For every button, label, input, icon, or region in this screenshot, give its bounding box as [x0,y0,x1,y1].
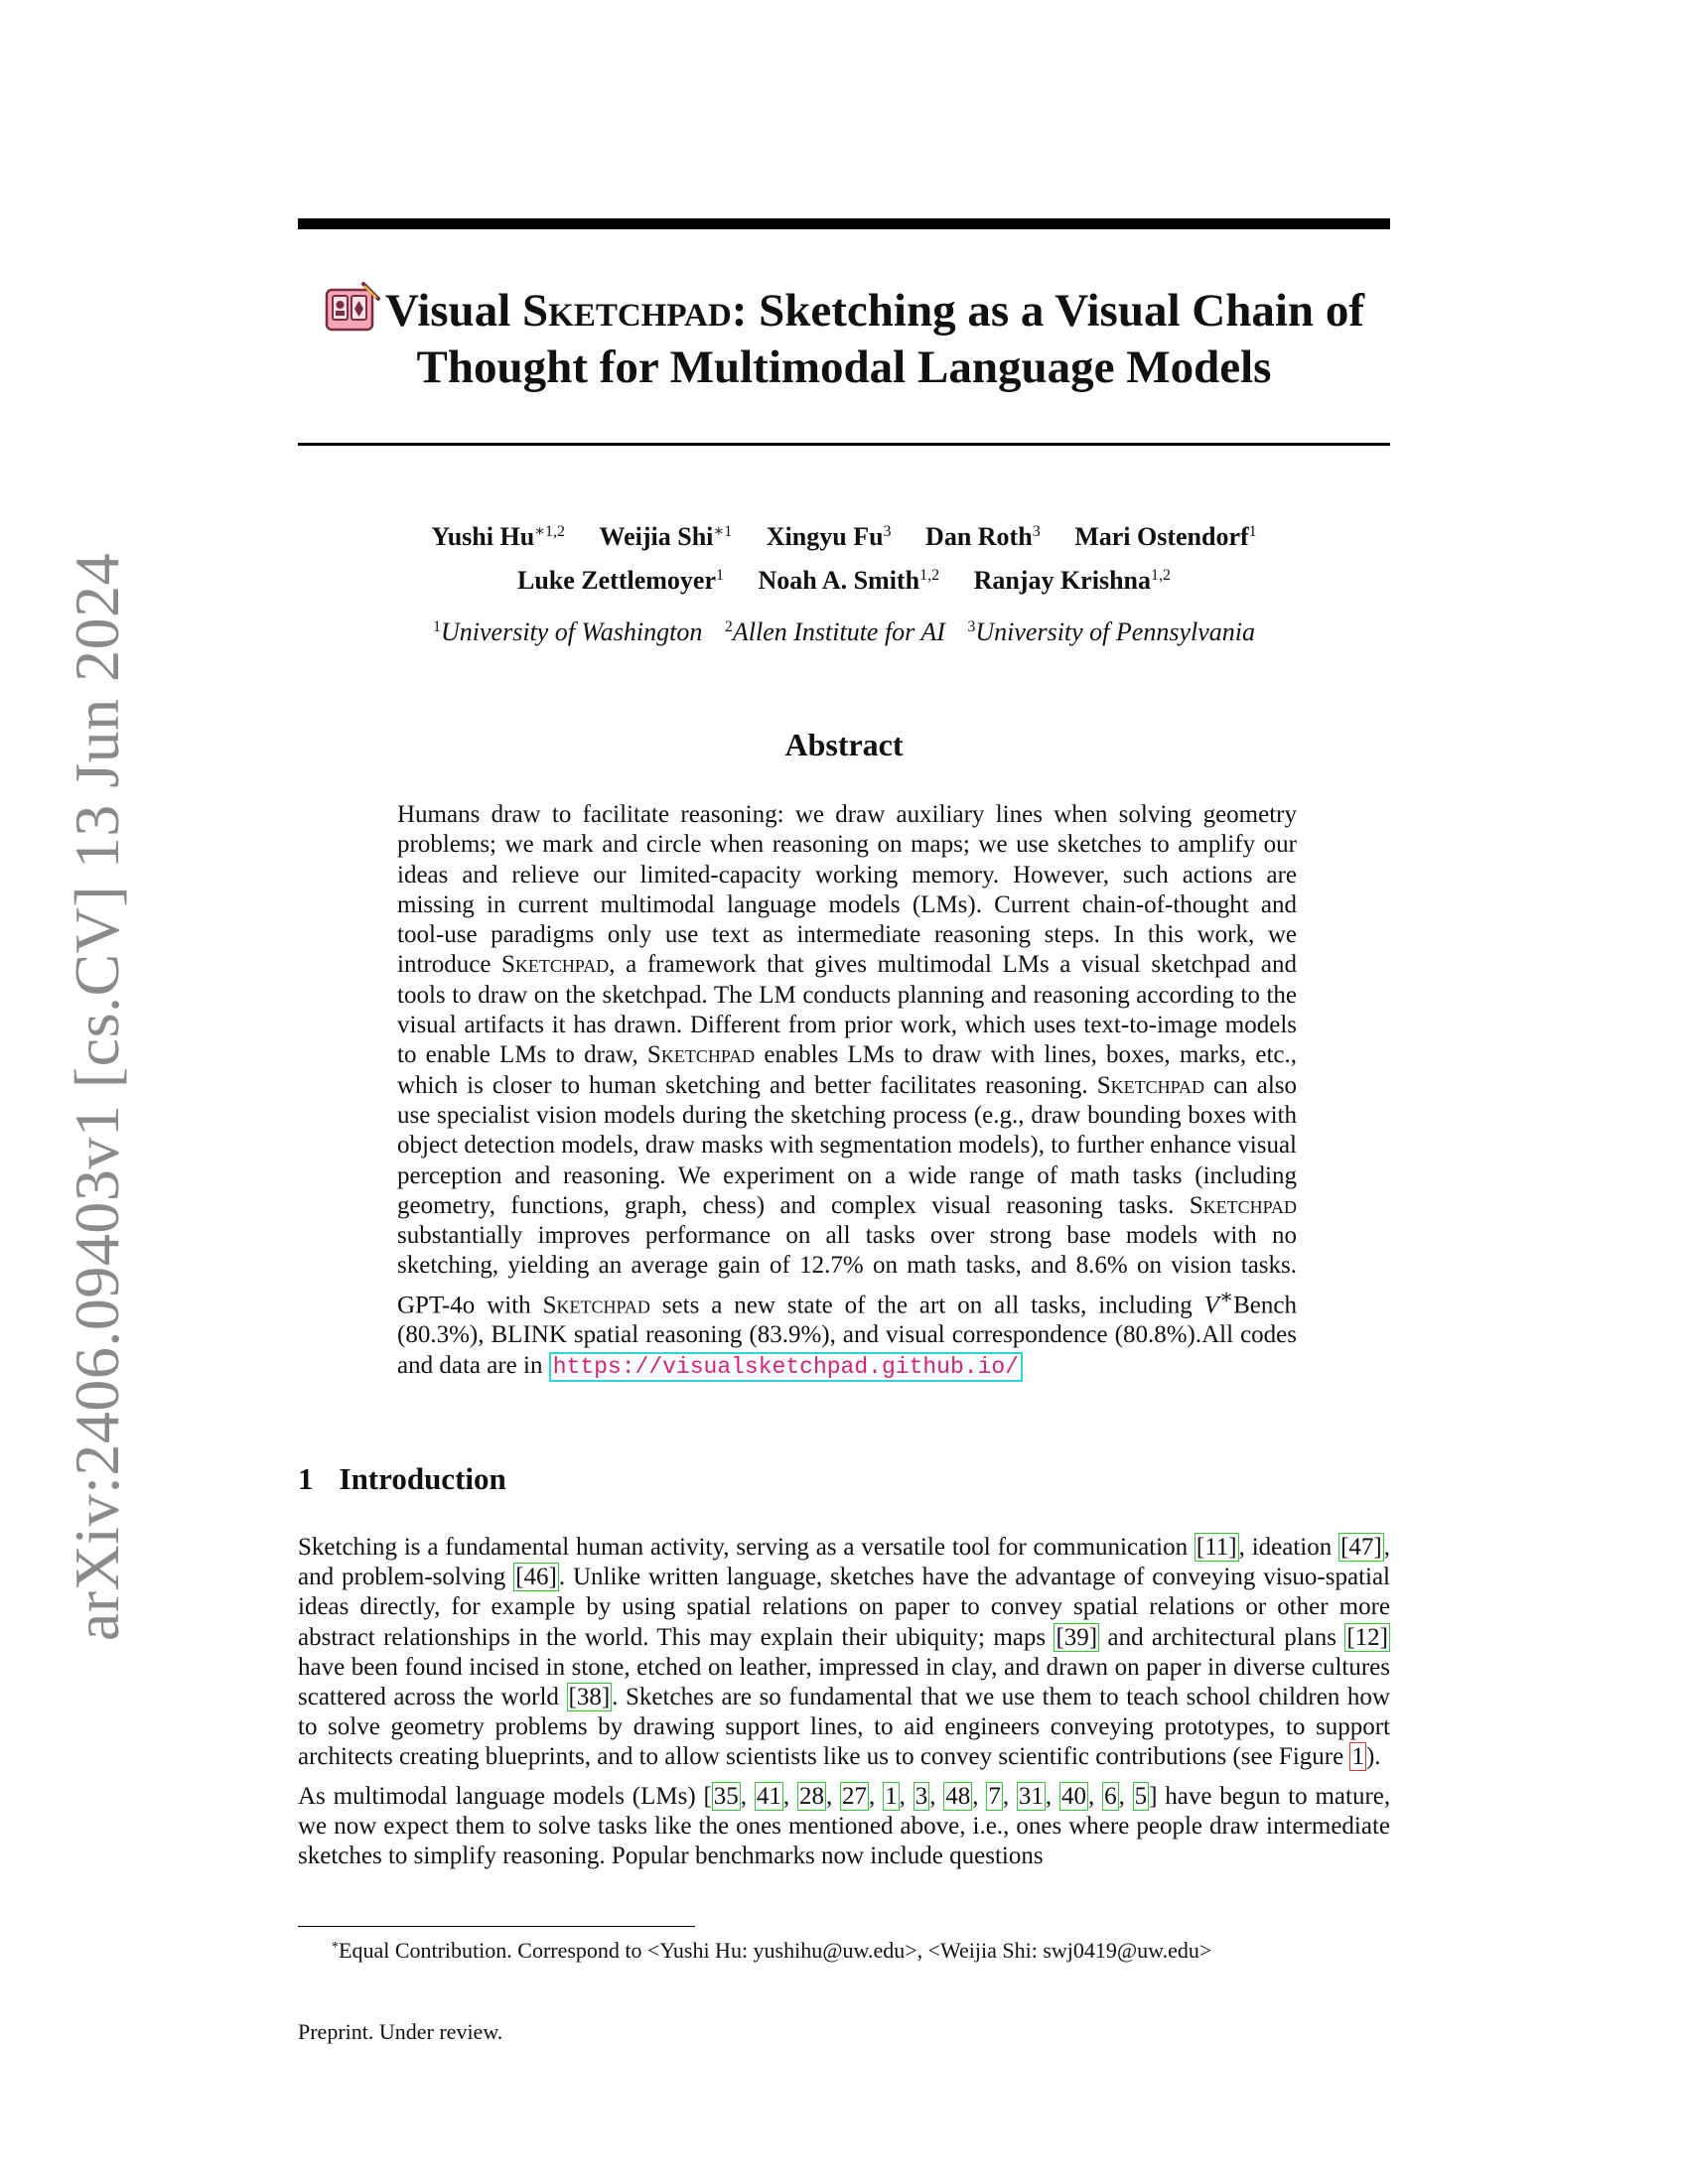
introduction-body [298,1533,1390,1880]
title-line-2: Thought for Multimodal Language Models [416,341,1272,393]
citation-link[interactable]: [47] [1340,1534,1382,1561]
author: Luke Zettlemoyer$^1$ [517,566,725,595]
arxiv-stamp: arXiv:2406.09403v1 [cs.CV] 13 Jun 2024 [62,552,132,1642]
citation-link[interactable]: 28 [798,1782,824,1810]
project-url-link[interactable]: https://visualsketchpad.github.io/ [549,1352,1023,1382]
affiliation-list [298,611,1390,649]
title-rule-top [298,218,1390,229]
abstract-text: Humans draw to facilitate reasoning: we draw auxiliary lines when solving geometry problems; we mark and circle when reasoning on maps; we use sketches to amplify our ideas and relieve our limited-capacity working memory. However, such actions are missing in current multimodal language models (LMs). Current chain-of-thought and tool-use paradigms only use text as intermediate reasoning steps. In this work, we introduce Sketchpad, a framework that gives multimodal LMs a visual sketchpad and tools to draw on the sketchpad. The LM conducts planning and reasoning according to the visual artifacts it has drawn. Different from prior work, which uses text-to-image models to enable LMs to draw, Sketchpad enables LMs to draw with lines, boxes, marks, etc., which is closer to human sketching and better facilitates reasoning. Sketchpad can also use specialist vision models during the sketching process (e.g., draw bounding boxes with object detection models, draw masks with segmentation models), to further enhance visual perception and reasoning. We experiment on a wide range of math tasks (including geometry, functions, graph, chess) and complex visual reasoning tasks. Sketchpad substantially improves performance on all tasks over strong base models with no sketching, yielding an average gain of 12.7% on math tasks, and 8.6% on vision tasks. GPT-4o with Sketchpad sets a new state of the art on all tasks, including V∗Bench (80.3%), BLINK spatial reasoning (83.9%), and visual correspondence (80.8%).All codes and data are in https://visualsketchpad.github.io/ [397,801,1298,1380]
citation-link[interactable]: 41 [756,1782,781,1810]
citation-link[interactable]: 5 [1134,1782,1148,1810]
footnote: *Equal Contribution. Correspond to <Yushi Hu: yushihu@uw.edu>, <Weijia Shi: swj0419@uw.edu> [332,1938,1212,1963]
citation-link[interactable]: [46] [515,1564,557,1591]
affiliation: $^2$Allen Institute for AI [724,617,945,646]
intro-paragraph-2: As multimodal language models (LMs) [35, 41, 28, 27, 1, 3, 48, 7, 31, 40, 6, 5] have begun to mature, we now expect them to solve tasks like the ones mentioned above, i.e., ones where people draw intermediate sketches to simplify reasoning. Popular benchmarks now include questions [298,1782,1391,1870]
citation-link[interactable]: [12] [1346,1623,1388,1651]
citation-link[interactable]: [39] [1055,1623,1098,1651]
author: Yushi $Hu^{∗1,2}$ [431,522,566,551]
author: Mari Ostendorf$^1$ [1074,522,1257,551]
sketchpad-easel-icon [324,280,381,338]
paper-title [298,280,1390,396]
citation-link[interactable]: [38] [568,1684,611,1711]
citation-link[interactable]: 40 [1061,1782,1086,1810]
citation-link[interactable]: 27 [842,1782,868,1810]
author: Ranjay Krishna$^{1,2}$ [973,566,1171,595]
citation-link[interactable]: 31 [1018,1782,1044,1810]
author: Xingyu Fu$^3$ [766,522,892,551]
citation-link[interactable]: 1 [885,1782,898,1810]
affiliation: $^3$University of Pennsylvania [967,617,1255,646]
citation-link[interactable]: 35 [713,1782,739,1810]
figure-reference-link[interactable]: 1 [1351,1743,1364,1771]
title-line-1: Visual Sketchpad: Sketching as a Visual Chain of [298,280,1390,340]
author-row-2 [298,556,1390,600]
abstract-heading: Abstract [784,727,904,762]
preprint-notice: Preprint. Under review. [298,2019,503,2044]
citation-link[interactable]: 6 [1104,1782,1117,1810]
citation-link[interactable]: 48 [945,1782,971,1810]
title-rule-bottom [298,443,1390,446]
section-heading-introduction: 1 Introduction [298,1461,506,1496]
author-list [298,512,1390,600]
footnote-rule [298,1926,695,1927]
author: Noah A. Smith$^{1,2}$ [758,566,940,595]
intro-paragraph-1: Sketching is a fundamental human activity, serving as a versatile tool for communication [11], ideation [47], and problem-solving [46]. Unlike written language, sketches have the advantage of conveying visuo-spatial ideas directly, for example by using spatial relations on paper to convey spatial relations or other more abstract relationships in the world. This may explain their ubiquity; maps [39] and architectural plans [12] have been found incised in stone, etched on leather, impressed in clay, and drawn on paper in diverse cultures scattered across the world [38]. Sketches are so fundamental that we use them to teach school children how to solve geometry problems by drawing support lines, to aid engineers conveying prototypes, to support architects creating blueprints, and to allow scientists like us to convey scientific contributions (see Figure 1). [298,1534,1391,1771]
affiliation: $^1$University of Washington [433,617,703,646]
citation-link[interactable]: 7 [988,1782,1001,1810]
citation-link[interactable]: [11] [1196,1534,1237,1561]
citation-link[interactable]: 3 [914,1782,928,1810]
author-row-1 [298,512,1390,556]
author: Weijia Shi$^{∗1}$ [599,522,733,551]
author: Dan Roth$^3$ [925,522,1041,551]
